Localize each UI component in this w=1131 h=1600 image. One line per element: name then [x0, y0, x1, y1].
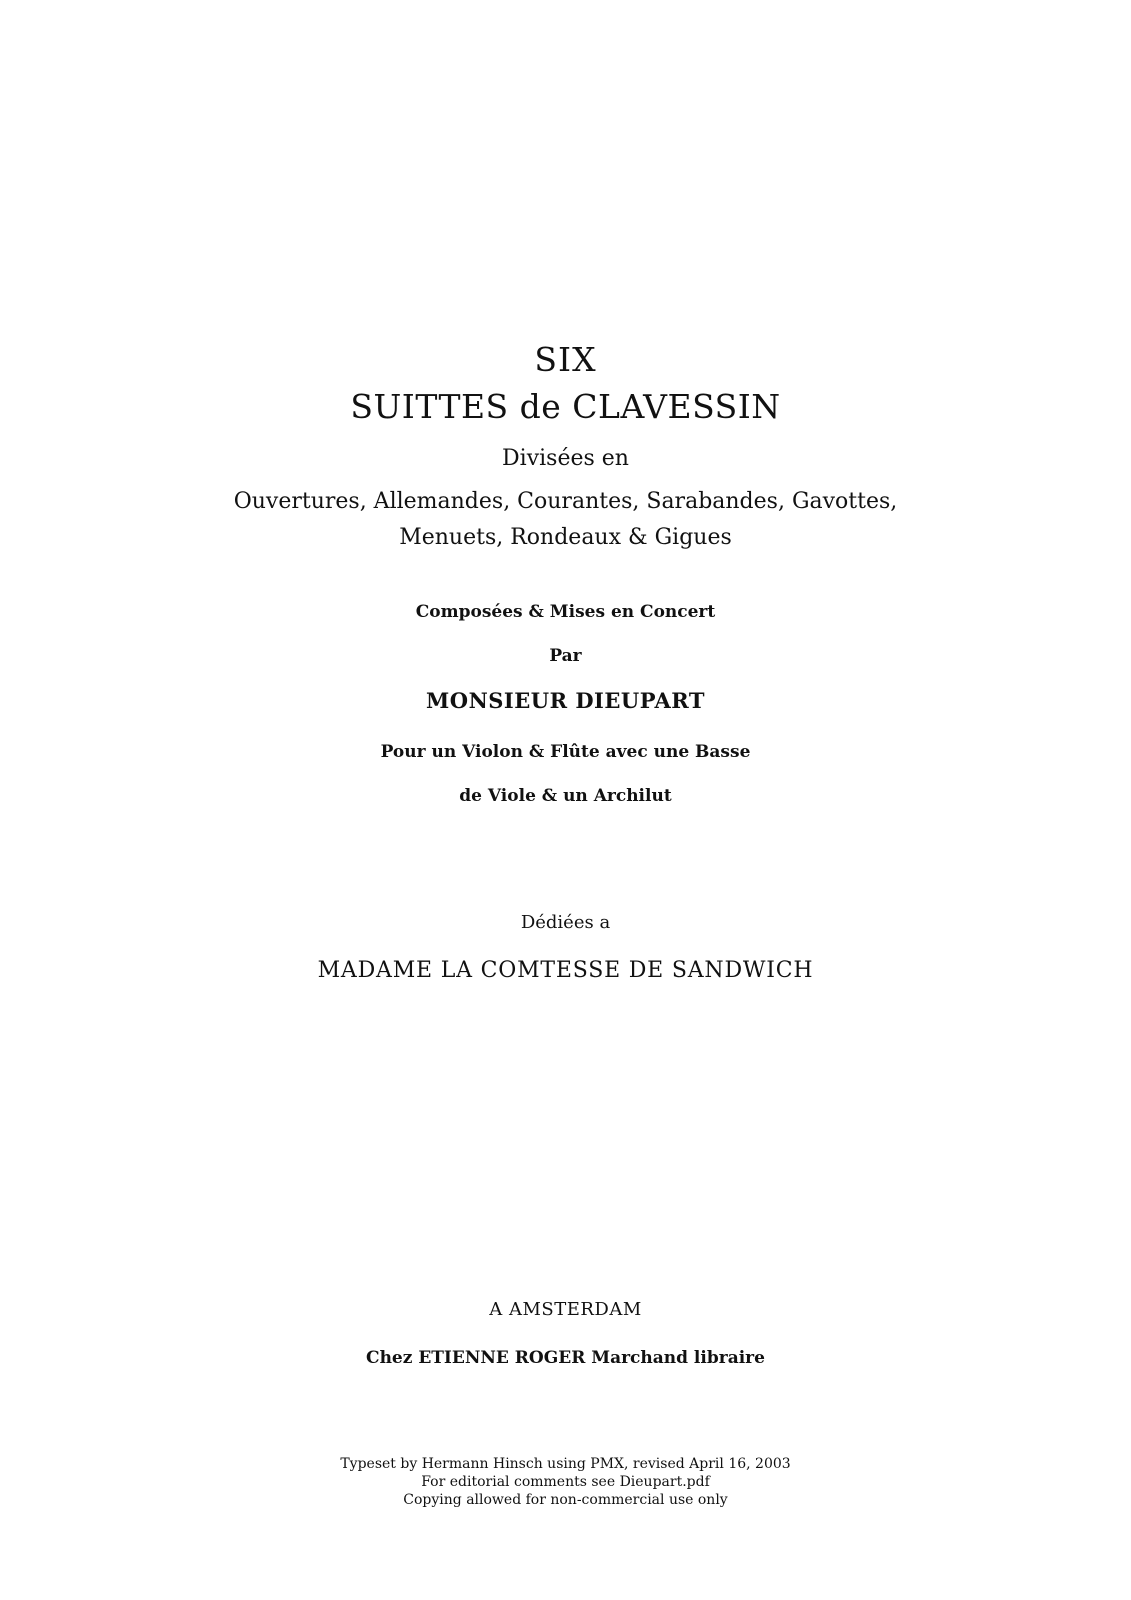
par-line: Par — [549, 646, 582, 666]
composer-name: MONSIEUR DIEUPART — [426, 688, 705, 713]
dedication-label: Dédiées a — [520, 912, 611, 933]
movements-line-1: Ouvertures, Allemandes, Courantes, Sarabandes, Gavottes, — [233, 489, 898, 514]
instruments-line-1: Pour un Violon & Flûte avec une Basse — [380, 742, 751, 762]
credits-line-2: For editorial comments see Dieupart.pdf — [421, 1474, 710, 1490]
subtitle-divisees: Divisées en — [502, 446, 629, 471]
credits-line-1: Typeset by Hermann Hinsch using PMX, revised April 16, 2003 — [340, 1456, 791, 1472]
instruments-line-2: de Viole & un Archilut — [459, 786, 672, 806]
title-six: SIX — [534, 340, 597, 379]
credits-block — [0, 1455, 1131, 1509]
movements-line-2: Menuets, Rondeaux & Gigues — [399, 525, 732, 550]
composees-line: Composées & Mises en Concert — [415, 602, 716, 622]
credits-line-3: Copying allowed for non-commercial use only — [403, 1492, 728, 1508]
title-suittes: SUITTES de CLAVESSIN — [350, 387, 781, 426]
imprint-publisher: Chez ETIENNE ROGER Marchand libraire — [366, 1348, 765, 1368]
dedicatee-name: MADAME LA COMTESSE DE SANDWICH — [317, 958, 814, 983]
imprint-city: A AMSTERDAM — [489, 1299, 642, 1320]
